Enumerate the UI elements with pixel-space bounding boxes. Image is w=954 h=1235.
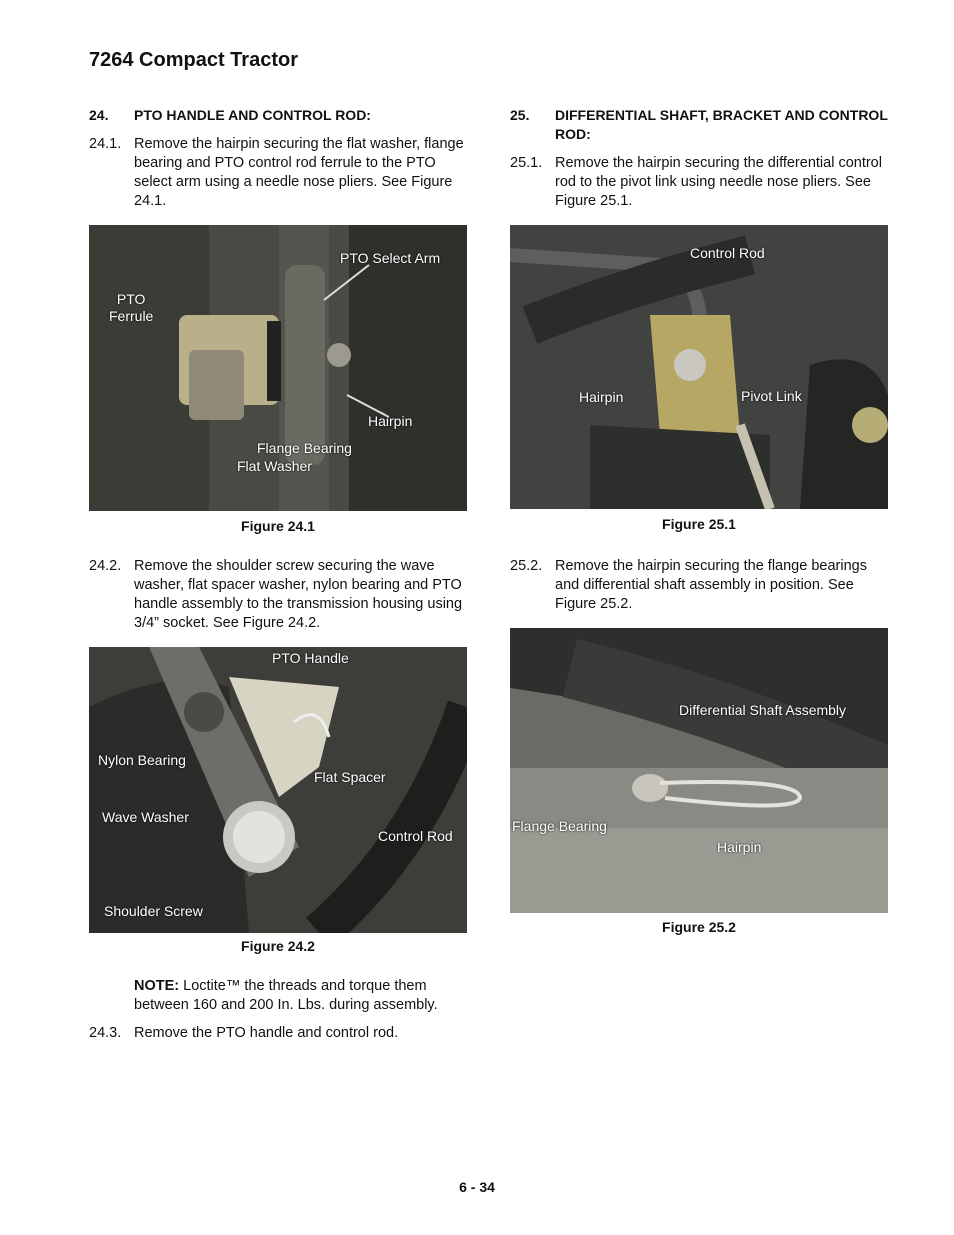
figure-24-1 [89,225,467,511]
label-flat-washer: Flat Washer [237,458,312,474]
section-heading-24 [89,106,469,125]
figure-caption: Figure 24.1 [241,518,315,534]
right-column [510,106,890,937]
label-hairpin: Hairpin [579,389,624,405]
label-control-rod: Control Rod [690,245,765,261]
figure-caption: Figure 25.2 [662,919,736,935]
note-label: NOTE: [134,978,180,994]
figure-caption: Figure 25.1 [662,516,736,532]
label-wave-washer: Wave Washer [102,809,189,825]
step-24-2 [89,557,469,633]
label-hairpin: Hairpin [368,413,413,429]
label-pto-select-arm: PTO Select Arm [340,250,441,266]
step-number: 25.1. [510,155,543,171]
figure-24-2 [89,647,467,933]
step-number: 24.2. [89,558,122,574]
label-pto-handle: PTO Handle [272,650,349,666]
section-title: DIFFERENTIAL SHAFT, BRACKET AND CONTROL ROD: [555,107,888,142]
section-heading-25 [510,106,890,144]
label-flange-bearing: Flange Bearing [512,818,607,834]
label-control-rod: Control Rod [378,828,453,844]
step-number: 24.3. [89,1025,122,1041]
step-text: Remove the hairpin securing the differential control rod to the pivot link using needle nose pliers. See Figure 25.1. [555,155,882,209]
step-25-2 [510,557,890,614]
step-text: Remove the shoulder screw securing the wave washer, flat spacer washer, nylon bearing and PTO handle assembly to the transmission housing using 3/4” socket. See Figure 24.2. [134,558,463,631]
step-25-1 [510,154,890,211]
label-nylon-bearing: Nylon Bearing [98,752,186,768]
photo-differential-control-rod [510,225,888,509]
photo-pto-handle [89,647,467,933]
step-24-1 [89,135,469,211]
step-24-3 [89,1024,469,1043]
figure-25-1 [510,225,888,509]
left-column [89,106,469,1043]
label-flange-bearing: Flange Bearing [257,440,352,456]
section-number: 24. [89,107,109,123]
figure-25-2 [510,628,888,913]
step-text: Remove the hairpin securing the flat washer, flange bearing and PTO control rod ferrule to the PTO select arm using a needle nose pliers. See Figure 24.1. [134,136,464,209]
section-number: 25. [510,107,530,123]
note [134,977,469,1015]
step-number: 25.2. [510,558,543,574]
label-pivot-link: Pivot Link [741,388,802,404]
section-title: PTO HANDLE AND CONTROL ROD: [134,107,371,123]
page-number: 6 - 34 [459,1179,495,1195]
note-text: Loctite™ the threads and torque them between 160 and 200 In. Lbs. during assembly. [134,978,438,1013]
page-title: 7264 Compact Tractor [89,49,298,71]
step-number: 24.1. [89,136,122,152]
label-differential-shaft-assembly: Differential Shaft Assembly [679,702,847,718]
photo-differential-shaft [510,628,888,913]
label-flat-spacer: Flat Spacer [314,769,386,785]
step-text: Remove the hairpin securing the flange bearings and differential shaft assembly in position. See Figure 25.2. [555,558,867,612]
label-pto-ferrule: PTO Ferrule [109,291,154,324]
step-text: Remove the PTO handle and control rod. [134,1025,399,1041]
label-hairpin: Hairpin [717,839,762,855]
figure-caption: Figure 24.2 [241,938,315,954]
label-shoulder-screw: Shoulder Screw [104,903,203,919]
